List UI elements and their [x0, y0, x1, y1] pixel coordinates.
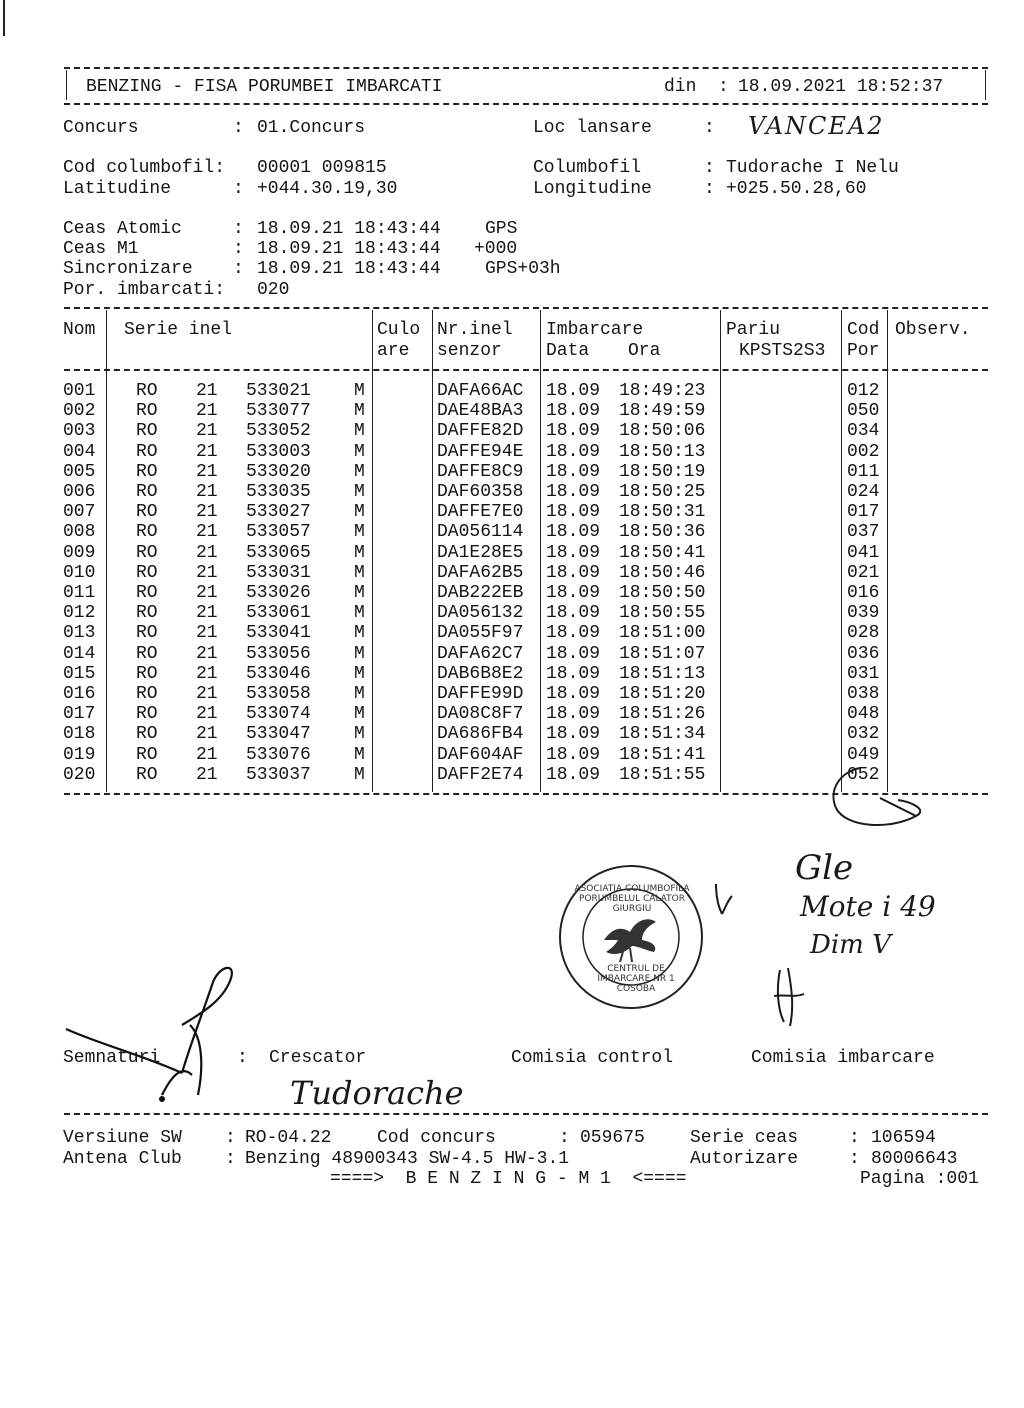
versiune-sw-value: RO-04.22 — [245, 1128, 332, 1148]
cell-cod-por: 038 — [847, 684, 880, 704]
cell-inel: 533052 — [246, 421, 311, 442]
col-divider — [106, 310, 107, 792]
cell-ora: 18:50:31 — [619, 502, 706, 523]
cell-senzor: DAFFE82D — [437, 421, 524, 442]
cell-ora: 18:51:55 — [619, 764, 706, 785]
cell-senzor: DAB222EB — [437, 583, 524, 603]
header-top-border — [64, 67, 988, 69]
cell-ora: 18:50:25 — [619, 482, 706, 502]
colon: : — [225, 1128, 236, 1148]
cell-nom: 011 — [63, 583, 96, 603]
col-header-observatii: Observ. — [895, 320, 971, 340]
signature-crescator-label: Crescator — [269, 1048, 367, 1068]
autorizare-label: Autorizare — [690, 1149, 799, 1169]
date-separator: : — [718, 77, 729, 97]
cell-sex: M — [354, 421, 365, 442]
cell-tara: RO — [136, 562, 158, 583]
colon: : — [233, 118, 244, 138]
cell-ora: 18:50:55 — [619, 603, 706, 624]
concurs-label: Concurs — [63, 118, 139, 138]
cell-cod-por: 036 — [847, 643, 880, 664]
cell-an: 21 — [196, 381, 218, 401]
cod-columbofil-label: Cod columbofil: — [63, 158, 226, 178]
page-number: Pagina :001 — [860, 1169, 979, 1189]
cell-tara: RO — [136, 603, 158, 624]
cell-ora: 18:51:26 — [619, 704, 706, 725]
cell-cod-por: 037 — [847, 522, 880, 543]
cell-sex: M — [354, 401, 365, 422]
cell-data: 18.09 — [546, 704, 601, 725]
cell-cod-por: 041 — [847, 542, 880, 563]
longitudine-value: +025.50.28,60 — [726, 179, 867, 199]
cell-data: 18.09 — [546, 461, 601, 482]
header-left-border — [66, 70, 67, 100]
ceas-atomic-label: Ceas Atomic — [63, 219, 182, 239]
colon: : — [225, 1149, 236, 1169]
cell-cod-por: 011 — [847, 461, 880, 482]
cell-tara: RO — [136, 542, 158, 563]
cell-inel: 533065 — [246, 542, 311, 563]
cell-nom: 005 — [63, 461, 96, 482]
cod-concurs-value: 059675 — [580, 1128, 645, 1148]
colon: : — [849, 1128, 860, 1148]
cell-data: 18.09 — [546, 401, 601, 422]
cell-tara: RO — [136, 461, 158, 482]
cell-senzor: DAE48BA3 — [437, 401, 524, 422]
colon: : — [559, 1128, 570, 1148]
serie-ceas-value: 106594 — [871, 1128, 936, 1148]
loc-lansare-label: Loc lansare — [533, 118, 652, 138]
cell-tara: RO — [136, 764, 158, 785]
header-right-border — [985, 70, 986, 100]
cell-nom: 020 — [63, 764, 96, 785]
cell-inel: 533027 — [246, 502, 311, 523]
col-header-nr-inel: Nr.inel — [437, 320, 513, 340]
cell-nom: 004 — [63, 441, 96, 462]
cell-inel: 533041 — [246, 623, 311, 644]
cell-sex: M — [354, 482, 365, 502]
cell-sex: M — [354, 764, 365, 785]
cell-inel: 533074 — [246, 704, 311, 725]
cell-ora: 18:51:41 — [619, 744, 706, 765]
cell-tara: RO — [136, 663, 158, 684]
cell-sex: M — [354, 522, 365, 543]
col-divider — [432, 310, 433, 792]
cell-nom: 002 — [63, 401, 96, 422]
cell-senzor: DAFA62C7 — [437, 643, 524, 664]
header-bottom-border — [64, 103, 988, 105]
date-value: 18.09.2021 18:52:37 — [738, 77, 944, 97]
colon: : — [233, 219, 244, 239]
longitudine-label: Longitudine — [533, 179, 652, 199]
signature-comisia-imbarcare-label: Comisia imbarcare — [751, 1048, 935, 1068]
col-header-nom: Nom — [63, 320, 96, 340]
cell-senzor: DA08C8F7 — [437, 704, 524, 725]
cell-nom: 013 — [63, 623, 96, 644]
col-header-culoare-1: Culo — [377, 320, 421, 340]
semnaturi-colon: : — [237, 1048, 248, 1068]
cell-an: 21 — [196, 583, 218, 603]
cell-ora: 18:50:06 — [619, 421, 706, 442]
col-divider — [540, 310, 541, 792]
ceas-m1-extra: +000 — [474, 239, 518, 259]
cell-an: 21 — [196, 562, 218, 583]
cell-cod-por: 039 — [847, 603, 880, 624]
serie-ceas-label: Serie ceas — [690, 1128, 799, 1148]
colon: : — [233, 259, 244, 279]
ceas-m1-value: 18.09.21 18:43:44 — [257, 239, 441, 259]
col-header-culoare-2: are — [377, 341, 410, 361]
cell-ora: 18:50:41 — [619, 542, 706, 563]
cell-inel: 533020 — [246, 461, 311, 482]
crescator-handwritten-signature: Tudorache — [290, 1074, 464, 1112]
cell-sex: M — [354, 583, 365, 603]
cell-cod-por: 021 — [847, 562, 880, 583]
cell-senzor: DA056114 — [437, 522, 524, 543]
table-header-divider — [64, 369, 988, 371]
cell-data: 18.09 — [546, 482, 601, 502]
porumbei-imbarcati-value: 020 — [257, 280, 290, 300]
cell-sex: M — [354, 643, 365, 664]
cell-nom: 019 — [63, 744, 96, 765]
col-divider — [372, 310, 373, 792]
cell-ora: 18:50:50 — [619, 583, 706, 603]
cell-sex: M — [354, 441, 365, 462]
handwritten-note-1: Gle — [795, 848, 854, 888]
sincronizare-extra: GPS+03h — [485, 259, 561, 279]
col-header-cod: Cod — [847, 320, 880, 340]
cell-an: 21 — [196, 704, 218, 725]
ceas-atomic-extra: GPS — [485, 219, 518, 239]
cell-senzor: DAFA66AC — [437, 381, 524, 401]
cod-columbofil-value: 00001 009815 — [257, 158, 387, 178]
latitudine-value: +044.30.19,30 — [257, 179, 398, 199]
cell-cod-por: 012 — [847, 381, 880, 401]
cell-sex: M — [354, 684, 365, 704]
cell-tara: RO — [136, 522, 158, 543]
date-label: din — [664, 77, 697, 97]
cell-an: 21 — [196, 421, 218, 442]
cell-inel: 533057 — [246, 522, 311, 543]
cell-an: 21 — [196, 461, 218, 482]
stamp-inner-text: CENTRUL DE IMBARCARE NR 1 COSOBA — [597, 964, 675, 994]
cell-sex: M — [354, 461, 365, 482]
stamp-ring-text: ASOCIATIA COLUMBOFILA PORUMBELUL CALATOR GIURGIU — [574, 884, 690, 914]
cell-inel: 533031 — [246, 562, 311, 583]
cell-cod-por: 052 — [847, 764, 880, 785]
cell-an: 21 — [196, 643, 218, 664]
cell-ora: 18:50:19 — [619, 461, 706, 482]
colon: : — [704, 158, 715, 178]
cell-nom: 016 — [63, 684, 96, 704]
cell-sex: M — [354, 502, 365, 523]
col-header-senzor: senzor — [437, 341, 502, 361]
colon: : — [233, 179, 244, 199]
cell-cod-por: 016 — [847, 583, 880, 603]
cell-ora: 18:49:23 — [619, 381, 706, 401]
colon: : — [704, 118, 715, 138]
handwritten-initial-mark — [770, 960, 820, 1030]
cell-tara: RO — [136, 684, 158, 704]
columbofil-label: Columbofil — [533, 158, 642, 178]
cell-data: 18.09 — [546, 603, 601, 624]
cell-tara: RO — [136, 643, 158, 664]
cod-concurs-label: Cod concurs — [377, 1128, 496, 1148]
cell-nom: 001 — [63, 381, 96, 401]
cell-cod-por: 032 — [847, 724, 880, 745]
document-title: BENZING - FISA PORUMBEI IMBARCATI — [86, 77, 443, 97]
cell-sex: M — [354, 562, 365, 583]
cell-data: 18.09 — [546, 623, 601, 644]
cell-ora: 18:50:36 — [619, 522, 706, 543]
cell-nom: 008 — [63, 522, 96, 543]
cell-ora: 18:51:34 — [619, 724, 706, 745]
cell-senzor: DAFFE7E0 — [437, 502, 524, 523]
sincronizare-value: 18.09.21 18:43:44 — [257, 259, 441, 279]
cell-tara: RO — [136, 623, 158, 644]
cell-data: 18.09 — [546, 764, 601, 785]
col-header-kpsts2s3: KPSTS2S3 — [739, 341, 826, 361]
handwritten-note-2: Mote i 49 — [800, 890, 936, 923]
cell-an: 21 — [196, 401, 218, 422]
col-header-serie-inel: Serie inel — [124, 320, 233, 340]
cell-tara: RO — [136, 441, 158, 462]
porumbei-imbarcati-label: Por. imbarcati: — [63, 280, 226, 300]
col-header-imbarcare: Imbarcare — [546, 320, 644, 340]
cell-an: 21 — [196, 744, 218, 765]
cell-senzor: DA686FB4 — [437, 724, 524, 745]
cell-senzor: DA055F97 — [437, 623, 524, 644]
cell-cod-por: 034 — [847, 421, 880, 442]
cell-an: 21 — [196, 764, 218, 785]
cell-senzor: DAF604AF — [437, 744, 524, 765]
cell-data: 18.09 — [546, 724, 601, 745]
col-header-por: Por — [847, 341, 880, 361]
cell-ora: 18:50:13 — [619, 441, 706, 462]
cell-cod-por: 048 — [847, 704, 880, 725]
col-divider — [887, 310, 888, 792]
cell-inel: 533056 — [246, 643, 311, 664]
cell-senzor: DAFA62B5 — [437, 562, 524, 583]
cell-sex: M — [354, 623, 365, 644]
cell-ora: 18:49:59 — [619, 401, 706, 422]
cell-sex: M — [354, 744, 365, 765]
cell-data: 18.09 — [546, 643, 601, 664]
ink-circle-mark — [820, 750, 930, 830]
antena-club-value: Benzing 48900343 SW-4.5 HW-3.1 — [245, 1149, 570, 1169]
cell-tara: RO — [136, 724, 158, 745]
cell-an: 21 — [196, 482, 218, 502]
cell-ora: 18:51:13 — [619, 663, 706, 684]
cell-nom: 006 — [63, 482, 96, 502]
cell-ora: 18:51:07 — [619, 643, 706, 664]
cell-ora: 18:51:20 — [619, 684, 706, 704]
cell-tara: RO — [136, 744, 158, 765]
cell-senzor: DAFFE99D — [437, 684, 524, 704]
cell-cod-por: 024 — [847, 482, 880, 502]
cell-an: 21 — [196, 603, 218, 624]
concurs-value: 01.Concurs — [257, 118, 366, 138]
cell-an: 21 — [196, 724, 218, 745]
cell-cod-por: 028 — [847, 623, 880, 644]
cell-inel: 533026 — [246, 583, 311, 603]
cell-data: 18.09 — [546, 744, 601, 765]
signature-comisia-control-label: Comisia control — [511, 1048, 674, 1068]
cell-cod-por: 002 — [847, 441, 880, 462]
cell-data: 18.09 — [546, 684, 601, 704]
cell-nom: 003 — [63, 421, 96, 442]
cell-cod-por: 017 — [847, 502, 880, 523]
cell-senzor: DAFFE94E — [437, 441, 524, 462]
cell-nom: 012 — [63, 603, 96, 624]
cell-an: 21 — [196, 441, 218, 462]
cell-senzor: DA056132 — [437, 603, 524, 624]
col-divider — [720, 310, 721, 792]
cell-sex: M — [354, 381, 365, 401]
ceas-m1-label: Ceas M1 — [63, 239, 139, 259]
cell-senzor: DAF60358 — [437, 482, 524, 502]
colon: : — [849, 1149, 860, 1169]
cell-inel: 533061 — [246, 603, 311, 624]
cell-tara: RO — [136, 704, 158, 725]
latitudine-label: Latitudine — [63, 179, 172, 199]
cell-cod-por: 031 — [847, 663, 880, 684]
benzing-banner: ====> B E N Z I N G - M 1 <==== — [330, 1169, 687, 1189]
cell-an: 21 — [196, 502, 218, 523]
sincronizare-label: Sincronizare — [63, 259, 193, 279]
cell-senzor: DAFF2E74 — [437, 764, 524, 785]
cell-inel: 533047 — [246, 724, 311, 745]
semnaturi-label: Semnaturi — [63, 1048, 161, 1068]
cell-ora: 18:51:00 — [619, 623, 706, 644]
cell-inel: 533077 — [246, 401, 311, 422]
cell-inel: 533021 — [246, 381, 311, 401]
cell-ora: 18:50:46 — [619, 562, 706, 583]
cell-an: 21 — [196, 542, 218, 563]
cell-an: 21 — [196, 684, 218, 704]
cell-nom: 007 — [63, 502, 96, 523]
colon: : — [704, 179, 715, 199]
versiune-sw-label: Versiune SW — [63, 1128, 182, 1148]
cell-sex: M — [354, 704, 365, 725]
cell-an: 21 — [196, 623, 218, 644]
handwritten-note-3: Dim V — [810, 930, 891, 960]
antena-club-label: Antena Club — [63, 1149, 182, 1169]
cell-data: 18.09 — [546, 381, 601, 401]
columbofil-value: Tudorache I Nelu — [726, 158, 899, 178]
cell-sex: M — [354, 603, 365, 624]
cell-tara: RO — [136, 381, 158, 401]
cell-nom: 017 — [63, 704, 96, 725]
cell-senzor: DA1E28E5 — [437, 542, 524, 563]
cell-data: 18.09 — [546, 502, 601, 523]
ink-stroke-mark — [710, 880, 740, 920]
cell-tara: RO — [136, 401, 158, 422]
col-header-data: Data — [546, 341, 590, 361]
cell-an: 21 — [196, 522, 218, 543]
col-divider — [841, 310, 842, 792]
cell-tara: RO — [136, 421, 158, 442]
cell-data: 18.09 — [546, 663, 601, 684]
loc-lansare-handwritten-value: VANCEA2 — [748, 112, 885, 140]
cell-data: 18.09 — [546, 583, 601, 603]
cell-inel: 533058 — [246, 684, 311, 704]
cell-tara: RO — [136, 502, 158, 523]
cell-data: 18.09 — [546, 562, 601, 583]
cell-an: 21 — [196, 663, 218, 684]
colon: : — [233, 239, 244, 259]
cell-sex: M — [354, 663, 365, 684]
cell-inel: 533035 — [246, 482, 311, 502]
cell-nom: 014 — [63, 643, 96, 664]
cell-nom: 010 — [63, 562, 96, 583]
ceas-atomic-value: 18.09.21 18:43:44 — [257, 219, 441, 239]
col-header-ora: Ora — [628, 341, 661, 361]
cell-data: 18.09 — [546, 522, 601, 543]
cell-nom: 015 — [63, 663, 96, 684]
cell-senzor: DAB6B8E2 — [437, 663, 524, 684]
col-header-pariu: Pariu — [726, 320, 781, 340]
cell-cod-por: 049 — [847, 744, 880, 765]
cell-cod-por: 050 — [847, 401, 880, 422]
cell-inel: 533037 — [246, 764, 311, 785]
table-top-border — [64, 307, 988, 309]
cell-nom: 009 — [63, 542, 96, 563]
cell-sex: M — [354, 542, 365, 563]
footer-top-border — [64, 1113, 988, 1115]
cell-data: 18.09 — [546, 441, 601, 462]
cell-data: 18.09 — [546, 421, 601, 442]
cell-data: 18.09 — [546, 542, 601, 563]
signature-scribble — [62, 955, 252, 1115]
cell-inel: 533003 — [246, 441, 311, 462]
cell-tara: RO — [136, 482, 158, 502]
cell-senzor: DAFFE8C9 — [437, 461, 524, 482]
autorizare-value: 80006643 — [871, 1149, 958, 1169]
cell-inel: 533046 — [246, 663, 311, 684]
cell-sex: M — [354, 724, 365, 745]
cell-nom: 018 — [63, 724, 96, 745]
cell-tara: RO — [136, 583, 158, 603]
scan-edge-mark — [3, 0, 5, 36]
cell-inel: 533076 — [246, 744, 311, 765]
